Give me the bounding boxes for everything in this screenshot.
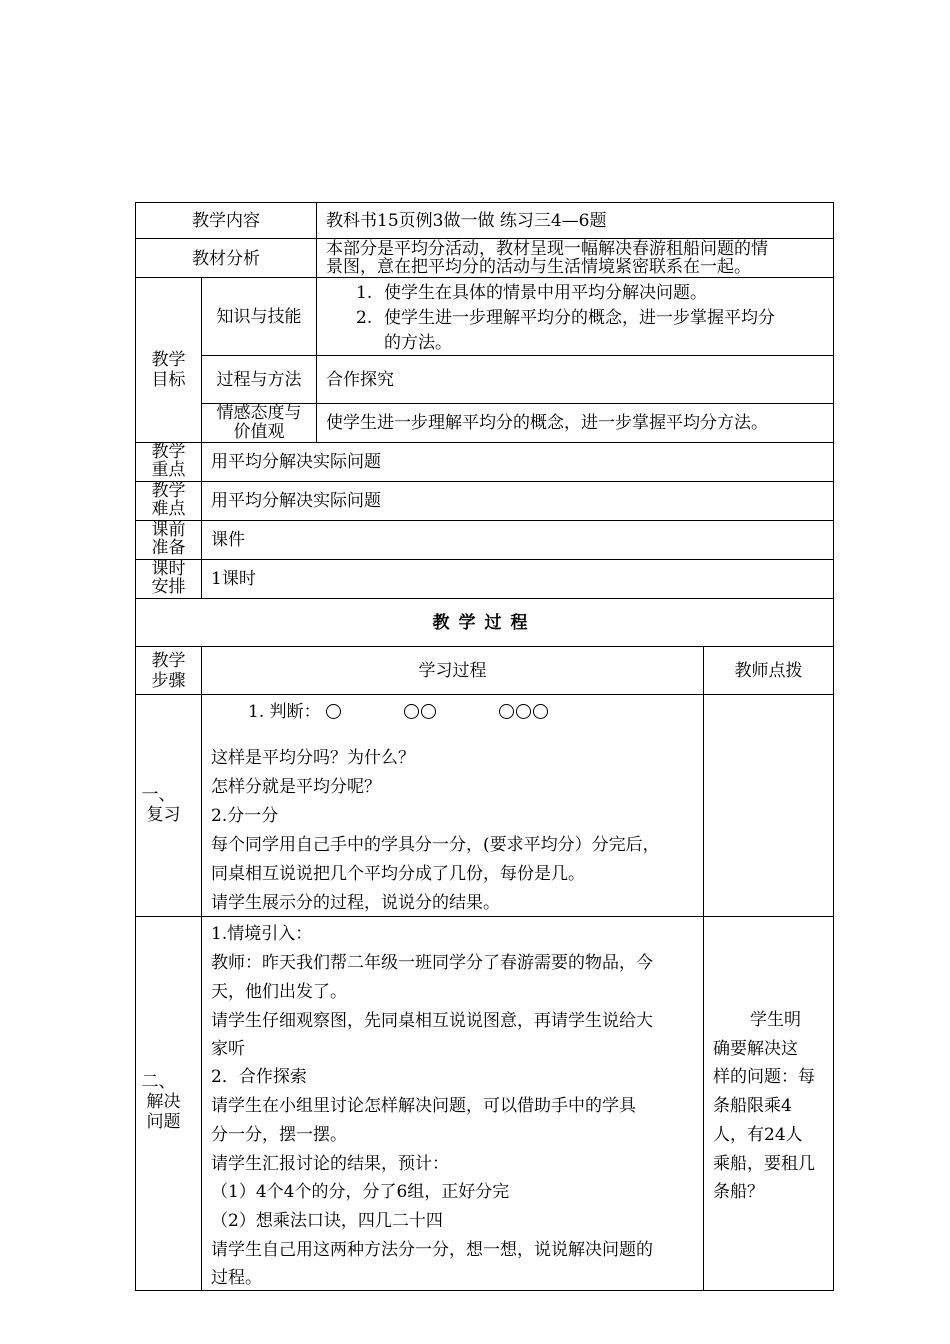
review-line: 请学生展示分的过程，说说分的结果。	[211, 893, 500, 913]
teacher-tip-line: 条船限乘4	[713, 1096, 792, 1116]
process-method-label: 过程与方法	[216, 370, 302, 390]
table-border	[201, 355, 834, 356]
table-border	[135, 559, 834, 560]
circle-icon	[404, 704, 419, 719]
circle-icon	[326, 704, 341, 719]
circle-icon	[499, 704, 514, 719]
analysis-label: 教材分析	[192, 249, 260, 269]
table-border	[316, 202, 317, 278]
circle-icon	[516, 704, 531, 719]
teacher-tip-line: 乘船，要租几	[713, 1154, 815, 1174]
solve-line: 请学生在小组里讨论怎样解决问题，可以借助手中的学具	[211, 1096, 636, 1116]
solve-step-label: 二、	[141, 1072, 176, 1092]
review-line: 同桌相互说说把几个平均分成了几份，每份是几。	[211, 864, 585, 884]
knowledge-item-text: 使学生在具体的情景中用平均分解决问题。	[384, 283, 707, 303]
table-border	[833, 202, 834, 1291]
teacher-tip-line: 确要解决这	[713, 1039, 798, 1059]
solve-line: 过程。	[211, 1268, 262, 1288]
schedule-label: 课时	[151, 559, 186, 579]
solve-step-label: 解决	[146, 1092, 181, 1112]
content-label: 教学内容	[192, 211, 260, 231]
difficulty-label: 教学	[151, 481, 186, 501]
goals-label: 目标	[151, 370, 186, 390]
analysis-line: 景图，意在把平均分的活动与生活情境紧密联系在一起。	[326, 257, 751, 277]
teacher-tip-line: 样的问题：每	[713, 1067, 815, 1087]
difficulty-value: 用平均分解决实际问题	[211, 491, 381, 511]
knowledge-label: 知识与技能	[216, 307, 302, 327]
process-title: 教学过程	[432, 613, 537, 633]
review-step-label: 复习	[146, 805, 181, 825]
key-label: 教学	[151, 442, 186, 462]
review-line: 怎样分就是平均分呢？	[211, 777, 381, 797]
solve-line: 2．合作探索	[211, 1067, 307, 1087]
knowledge-item-num: 2.	[356, 308, 373, 328]
solve-line: 家听	[211, 1039, 245, 1059]
schedule-label: 安排	[151, 577, 186, 597]
circle-icon	[533, 704, 548, 719]
solve-line: 分一分，摆一摆。	[211, 1125, 347, 1145]
teacher-tip-line: 条船？	[713, 1182, 764, 1202]
learning-process-header: 学习过程	[418, 661, 487, 681]
solve-line: 请学生自己用这两种方法分一分，想一想，说说解决问题的	[211, 1240, 653, 1260]
teacher-tip-header: 教师点拨	[734, 661, 803, 681]
analysis-line: 本部分是平均分活动，教材呈现一幅解决春游租船问题的情	[326, 239, 768, 259]
circle-icon	[421, 704, 436, 719]
table-border	[135, 442, 834, 443]
solve-step-label: 问题	[146, 1112, 181, 1132]
table-border	[201, 646, 202, 1291]
review-step-label: 一、	[141, 785, 176, 805]
emotion-value: 使学生进一步理解平均分的概念，进一步掌握平均分方法。	[326, 413, 768, 433]
table-border	[135, 598, 834, 599]
table-border	[135, 277, 834, 278]
knowledge-item-text: 使学生进一步理解平均分的概念，进一步掌握平均分	[384, 308, 775, 328]
review-line: 每个同学用自己手中的学具分一分，(要求平均分）分完后，	[211, 835, 660, 855]
steps-header: 教学	[151, 651, 186, 671]
solve-line: 请学生仔细观察图，先同桌相互说说图意，再请学生说给大	[211, 1011, 653, 1031]
key-value: 用平均分解决实际问题	[211, 452, 381, 472]
solve-line: （2）想乘法口诀，四几二十四	[211, 1211, 443, 1231]
process-method-value: 合作探究	[326, 370, 394, 390]
schedule-value: 1课时	[211, 569, 256, 589]
table-border	[703, 646, 704, 1291]
table-border	[135, 481, 834, 482]
goals-label: 教学	[151, 350, 186, 370]
review-line: 这样是平均分吗？为什么？	[211, 748, 415, 768]
solve-line: 1.情境引入：	[211, 924, 313, 944]
solve-line: 天，他们出发了。	[211, 982, 347, 1002]
judge-label: 1. 判断：	[248, 702, 321, 722]
emotion-label: 价值观	[233, 422, 285, 442]
table-border	[135, 646, 834, 647]
emotion-label: 情感态度与	[216, 403, 302, 423]
solve-line: （1）4个4个的分，分了6组，正好分完	[211, 1182, 510, 1202]
table-border	[316, 277, 317, 443]
solve-line: 教师：昨天我们帮二年级一班同学分了春游需要的物品，今	[211, 953, 653, 973]
teacher-tip-line: 人，有24人	[713, 1125, 803, 1145]
knowledge-item-text: 的方法。	[384, 333, 452, 353]
solve-line: 请学生汇报讨论的结果，预计：	[211, 1154, 449, 1174]
table-border	[135, 202, 834, 203]
teacher-tip-line: 学生明	[750, 1010, 801, 1030]
prep-value: 课件	[211, 530, 245, 550]
table-border	[135, 520, 834, 521]
key-label: 重点	[151, 460, 186, 480]
content-value: 教科书15页例3做一做 练习三4—6题	[326, 211, 607, 231]
prep-label: 课前	[151, 520, 186, 540]
review-line: 2.分一分	[211, 806, 279, 826]
prep-label: 准备	[151, 538, 186, 558]
steps-header: 步骤	[151, 671, 186, 691]
judge-question	[248, 702, 550, 722]
table-border	[135, 694, 834, 695]
knowledge-item-num: 1.	[356, 283, 373, 303]
difficulty-label: 难点	[151, 499, 186, 519]
